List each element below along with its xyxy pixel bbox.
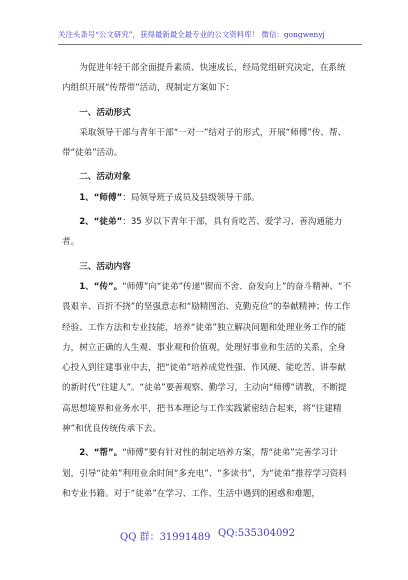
header-divider <box>58 44 362 45</box>
section-3-heading: 三、活动内容 <box>79 261 131 272</box>
item-1-text: ：局领导班子成员及县级领导干部。 <box>122 192 260 203</box>
document-body <box>62 58 352 504</box>
item-2-text: ：35 岁以下青年干部，具有肯吃苦、爱学习、善沟通能力者。 <box>62 217 343 248</box>
section-1-heading: 一、活动形式 <box>79 107 131 118</box>
page-header <box>0 0 408 50</box>
section-1-text: 采取领导干部与青年干部“一对一”结对子的形式，开展“师傅”传、帮、带“徒弟”活动。 <box>62 127 347 159</box>
section-2-item-2 <box>62 212 352 253</box>
page-footer <box>0 528 408 548</box>
para-2-text: “师傅”要有针对性的制定培养方案，帮“徒弟”完善学习计划，引导“徒弟”利用业余时间“多充电”、“多读书”，为“徒弟”推荐学习资料和专业书籍。对于“徒弟”在学习、工作、生活中遇到的困惑和难题， <box>62 448 347 499</box>
section-3-paragraph-1 <box>62 277 352 439</box>
qq-group-text: QQ 群：31991489 <box>120 532 211 543</box>
item-1-label: 1、“师傅” <box>79 192 123 203</box>
para-1-label: 1、“传”。 <box>79 281 123 292</box>
section-2-heading: 二、活动对象 <box>79 172 131 183</box>
intro-paragraph: 为促进年轻干部全面提升素质、快速成长，经局党组研究决定，在系统内组织开展“传帮带”活动，现制定方案如下： <box>62 63 346 94</box>
section-3-paragraph-2 <box>62 443 352 504</box>
qq-text: QQ:535304092 <box>218 528 296 539</box>
item-2-label: 2、“徒弟” <box>79 217 123 228</box>
section-2-item-1 <box>62 188 352 208</box>
para-2-label: 2、“帮”。 <box>79 448 123 459</box>
header-banner: 关注头条号“公文研究”，获得最新最全最专业的公文资料库！ 微信：gongwenyj <box>58 30 325 39</box>
para-1-text: “师傅”向“徒弟”传递“锲而不舍、奋发向上”的奋斗精神、“不畏艰辛、百折不挠”的坚强意志和“励精图治、克勤克俭”的奉献精神；传工作经验、工作方法和专业技能，培养“徒弟”独立解决问题和处理业务工作的能力，树立正确的人生观、事业观和价值观，处理好事业和生活的关系，全身心投入到往建事业中去，把“徒弟”培养成党性强、作风硬、能吃苦、讲奉献的新时代“往建人”。“徒弟”要善观察、勤学习，主动向“师傅”请教，不断提高思想境界和业务水平，把书本理论与工作实践紧密结合起来，将“往建精神”和优良传统传承下去。 <box>62 281 352 435</box>
